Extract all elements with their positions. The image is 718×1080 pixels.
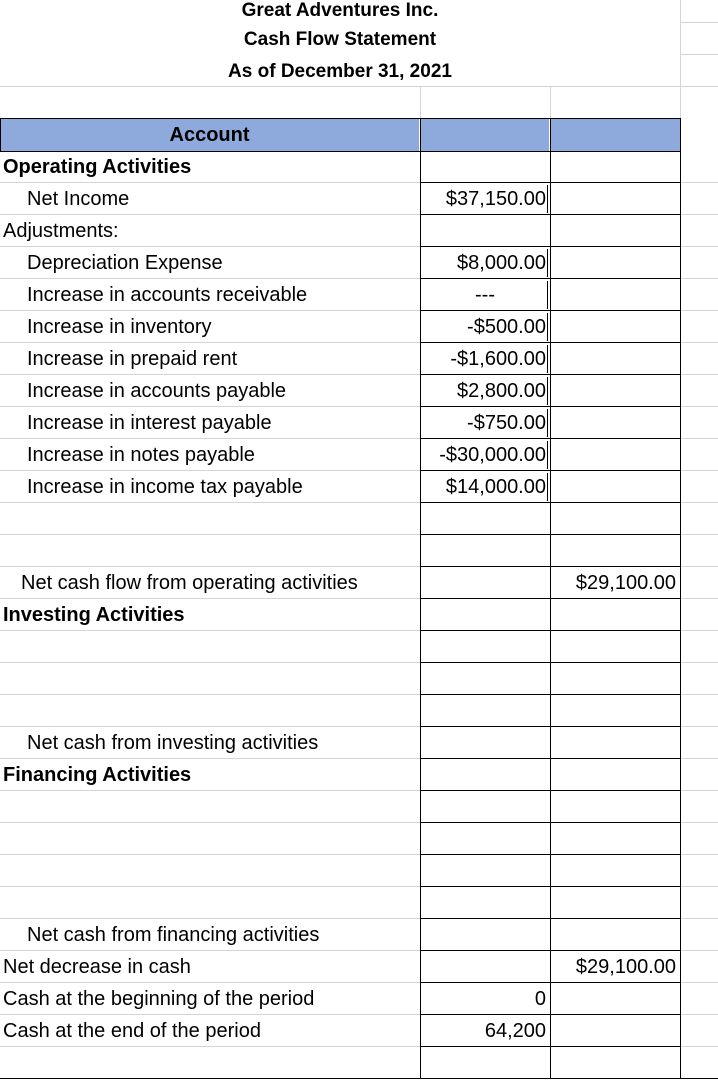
grid-line [0,86,680,87]
row-label[interactable]: Financing Activities [3,764,192,786]
column-2-value[interactable] [551,535,676,567]
column-1-value[interactable] [421,151,546,183]
row-label[interactable]: Net cash flow from operating activities [21,572,358,594]
grid-line [681,950,718,951]
column-2-value[interactable] [551,311,676,343]
grid-line [681,214,718,215]
statement-date: As of December 31, 2021 [228,61,452,82]
row-label[interactable]: Operating Activities [3,156,192,178]
column-2-value[interactable] [551,503,676,535]
column-1-value[interactable]: -$30,000.00 [439,444,546,466]
grid-line [681,470,718,471]
column-1-value[interactable] [421,855,546,887]
column-1-value[interactable]: $14,000.00 [445,476,546,498]
column-1-value[interactable]: $37,150.00 [445,188,546,210]
column-2-value[interactable] [551,887,676,919]
grid-line [681,726,718,727]
grid-line [680,22,718,23]
column-1-value[interactable] [421,823,546,855]
row-label[interactable] [3,1047,416,1079]
column-2-value[interactable] [551,919,676,951]
row-label[interactable] [3,887,416,919]
grid-line [547,409,548,437]
grid-line [547,185,548,213]
grid-line [681,598,718,599]
column-1-value[interactable] [421,503,546,535]
column-1-value[interactable] [421,919,546,951]
grid-line [681,886,718,887]
grid-line [681,566,718,567]
grid-line [680,86,718,87]
column-1-value[interactable] [421,759,546,791]
grid-line [547,345,548,373]
column-2-value[interactable] [551,663,676,695]
row-label[interactable]: Increase in accounts payable [27,380,287,402]
row-label[interactable]: Net cash from investing activities [27,732,319,754]
row-label[interactable]: Increase in income tax payable [27,476,303,498]
column-2-value[interactable] [551,695,676,727]
row-label[interactable]: Depreciation Expense [27,252,223,274]
column-1-value[interactable]: -$500.00 [467,316,546,338]
grid-line [420,86,421,119]
grid-line [547,249,548,277]
column-2-value[interactable] [551,151,676,183]
column-2-value[interactable]: $29,100.00 [575,956,676,978]
row-label[interactable] [3,663,416,695]
column-2-value[interactable] [551,791,676,823]
account-header: Account [169,124,250,146]
row-label[interactable]: Increase in accounts receivable [27,284,308,306]
row-label[interactable]: Investing Activities [3,604,185,626]
column-1-value[interactable] [421,599,546,631]
column-1-value[interactable] [421,887,546,919]
column-1-value[interactable] [421,663,546,695]
column-1-value[interactable]: --- [475,284,495,306]
row-label[interactable] [3,791,416,823]
column-2-value[interactable] [551,599,676,631]
row-label[interactable]: Net cash from financing activities [27,924,320,946]
column-1-value[interactable] [421,567,546,599]
row-label[interactable] [3,823,416,855]
row-label[interactable]: Increase in notes payable [27,444,255,466]
row-label[interactable] [3,855,416,887]
grid-line [681,406,718,407]
grid-line [681,342,718,343]
row-label[interactable]: Net decrease in cash [3,956,191,978]
statement-title: Cash Flow Statement [243,29,437,50]
grid-line [681,278,718,279]
grid-line [681,758,718,759]
grid-line [680,118,681,1079]
column-2-value[interactable] [551,631,676,663]
column-2-value[interactable] [551,407,676,439]
column-1-value[interactable]: $2,800.00 [457,380,546,402]
column-1-value[interactable] [421,695,546,727]
row-label[interactable] [3,535,416,567]
column-1-value[interactable]: 64,200 [484,1020,546,1042]
grid-line [547,377,548,405]
column-1-value[interactable] [421,727,546,759]
row-label[interactable]: Cash at the beginning of the period [3,988,315,1010]
column-1-value[interactable]: $8,000.00 [457,252,546,274]
grid-line [681,982,718,983]
column-2-value[interactable] [551,855,676,887]
column-1-value[interactable] [421,791,546,823]
grid-line [681,534,718,535]
grid-line [681,246,718,247]
column-2-value[interactable] [551,823,676,855]
grid-line [547,313,548,341]
row-label[interactable]: Net Income [27,188,130,210]
grid-line [681,310,718,311]
column-1-value[interactable] [421,535,546,567]
column-2-value[interactable] [551,439,676,471]
column-1-value[interactable] [421,1047,546,1079]
column-2-value[interactable] [551,183,676,215]
row-label[interactable]: Adjustments: [3,220,119,242]
grid-line [680,54,718,55]
row-label[interactable]: Increase in inventory [27,316,212,338]
grid-line [681,374,718,375]
column-2-value[interactable] [551,1047,676,1079]
column-2-value[interactable] [551,279,676,311]
grid-line [681,182,718,183]
column-2-value[interactable] [551,759,676,791]
column-1-value[interactable] [421,215,546,247]
row-label[interactable] [3,695,416,727]
grid-line [0,118,681,119]
grid-line [681,694,718,695]
grid-line [547,473,548,501]
column-2-value[interactable]: $29,100.00 [575,572,676,594]
grid-line [681,662,718,663]
grid-line [550,86,551,119]
row-label[interactable] [3,631,416,663]
grid-line [681,854,718,855]
column-1-value[interactable]: 0 [534,988,546,1010]
column-2-value[interactable] [551,375,676,407]
grid-line [0,118,1,152]
grid-line [681,790,718,791]
column-1-value[interactable]: -$1,600.00 [450,348,546,370]
grid-line [681,438,718,439]
column-1-value[interactable] [421,631,546,663]
column-2-value[interactable] [551,471,676,503]
column-2-value[interactable] [551,1015,676,1047]
row-label[interactable]: Cash at the end of the period [3,1020,261,1042]
column-2-value[interactable] [551,215,676,247]
column-1-header-cell[interactable] [421,119,549,151]
grid-line [681,630,718,631]
column-1-value[interactable]: -$750.00 [467,412,546,434]
company-name: Great Adventures Inc. [241,0,439,21]
grid-line [681,1014,718,1015]
grid-line [681,918,718,919]
column-2-value[interactable] [551,983,676,1015]
column-2-header-cell[interactable] [551,119,680,151]
grid-line [681,502,718,503]
row-label[interactable]: Increase in prepaid rent [27,348,238,370]
grid-line [681,822,718,823]
grid-line [680,0,681,119]
row-label[interactable]: Increase in interest payable [27,412,272,434]
column-2-value[interactable] [551,727,676,759]
row-label[interactable] [3,503,416,535]
grid-line [547,441,548,469]
column-2-value[interactable] [551,247,676,279]
grid-line [681,1046,718,1047]
column-2-value[interactable] [551,343,676,375]
column-1-value[interactable] [421,951,546,983]
